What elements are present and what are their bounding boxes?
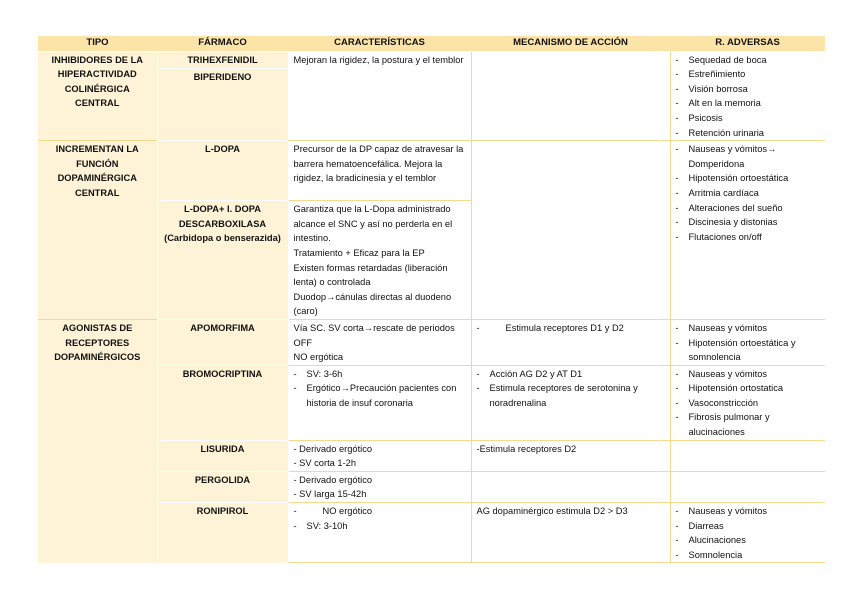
farmaco-lisurida: LISURIDA	[157, 440, 288, 471]
list-item: - Retención urinaria	[675, 127, 764, 138]
list-item: - Somnolencia	[675, 549, 743, 560]
text-line: - Derivado ergótico	[293, 443, 373, 454]
caracteristicas-cell	[288, 201, 471, 320]
caracteristicas-cell: Mejoran la rigidez, la postura y el temblor	[288, 51, 471, 141]
list-item: - Estimula receptores de serotonina y noradrenalina	[476, 383, 638, 408]
list-item: - Alucinaciones	[675, 535, 746, 546]
list-item: - SV: 3-6h	[293, 368, 343, 379]
caracteristicas-cell	[288, 503, 471, 563]
text-line: - SV larga 15-42h	[293, 489, 367, 500]
adversas-cell	[670, 471, 825, 502]
list-item: - Fibrosis pulmonar y alucinaciones	[675, 412, 770, 438]
text-line: Garantiza que la L-Dopa administrado alcance el SNC y así no perderla en el intestino.	[293, 204, 453, 244]
list-item: - Ergótico→Precaución pacientes con historia de insuf coronaria	[293, 383, 457, 408]
list-item: - Arritmia cardíaca	[675, 187, 759, 198]
list-item: - Nauseas y vómitos	[675, 506, 768, 517]
text-line: Duodop→cánulas directas al duodeno (caro)	[293, 291, 452, 317]
text-line: NO ergótica	[293, 352, 344, 363]
mecanismo-cell	[471, 471, 670, 502]
mecanismo-cell	[471, 365, 670, 440]
header-farmaco: FÁRMACO	[157, 36, 288, 51]
table-row	[38, 503, 825, 563]
table-row	[38, 365, 825, 440]
list-item: - Sequedad de boca	[675, 54, 767, 65]
farmaco-pergolida: PERGOLIDA	[157, 471, 288, 502]
caracteristicas-cell	[288, 319, 471, 365]
adversas-cell	[670, 319, 825, 365]
mecanismo-cell	[471, 141, 670, 320]
header-adversas: R. ADVERSAS	[670, 36, 825, 51]
list-item: - Estreñimiento	[675, 69, 746, 80]
list-item: - Acción AG D2 y AT D1	[476, 368, 583, 379]
adversas-cell	[670, 365, 825, 440]
caracteristicas-cell	[288, 440, 471, 471]
table-row	[38, 319, 825, 365]
tipo-inhibidores: INHIBIDORES DE LA HIPERACTIVIDAD COLINÉRGICA CENTRAL	[38, 51, 157, 141]
drug-table	[38, 36, 825, 563]
list-item: - NO ergótico	[293, 506, 373, 517]
list-item: - Hipotensión ortoestática	[675, 173, 789, 184]
list-item: - Nauseas y vómitos	[675, 322, 768, 333]
table-row	[38, 51, 825, 68]
table-row	[38, 141, 825, 201]
list-item: - Nauseas y vómitos→ Domperidona	[675, 144, 777, 169]
header-caracteristicas: CARACTERÍSTICAS	[288, 36, 471, 51]
list-item: - Flutaciones on/off	[675, 231, 762, 242]
table-row	[38, 471, 825, 502]
text-line: - Derivado ergótico	[293, 474, 373, 485]
list-item: - Alteraciones del sueño	[675, 202, 783, 213]
mecanismo-cell	[471, 319, 670, 365]
farmaco-apomorfima: APOMORFIMA	[157, 319, 288, 365]
list-item: - Hipotensión ortostatica	[675, 383, 784, 394]
adversas-cell	[670, 503, 825, 563]
table-row	[38, 440, 825, 471]
farmaco-biperideno: BIPERIDENO	[157, 68, 288, 140]
tipo-agonistas: AGONISTAS DE RECEPTORES DOPAMINÉRGICOS	[38, 319, 157, 563]
caracteristicas-cell	[288, 365, 471, 440]
farmaco-ronipirol: RONIPIROL	[157, 503, 288, 563]
header-tipo: TIPO	[38, 36, 157, 51]
list-item: - Hipotensión ortoestática y somnolencia	[675, 337, 796, 363]
adversas-cell	[670, 440, 825, 471]
list-item: - Vasoconstricción	[675, 397, 759, 408]
caracteristicas-cell	[288, 471, 471, 502]
text-line: - SV corta 1-2h	[293, 458, 357, 469]
farmaco-bromocriptina: BROMOCRIPTINA	[157, 365, 288, 440]
list-item: - Alt en la memoria	[675, 98, 761, 109]
farmaco-l-dopa-descarboxilasa: L-DOPA+ I. DOPA DESCARBOXILASA (Carbidopa o benserazida)	[157, 201, 288, 320]
text-line: Tratamiento + Eficaz para la EP	[293, 247, 425, 258]
list-item: - SV: 3-10h	[293, 520, 348, 531]
text-line: Existen formas retardadas (liberación lenta) o controlada	[293, 262, 448, 288]
list-item: - Diarreas	[675, 520, 724, 531]
list-item: - Psicosis	[675, 112, 723, 123]
list-item: - Discinesia y distonias	[675, 217, 778, 228]
list-item: - Nauseas y vómitos	[675, 368, 768, 379]
mecanismo-cell	[471, 51, 670, 141]
farmaco-l-dopa: L-DOPA	[157, 141, 288, 201]
text-line: Vía SC. SV corta→rescate de periodos OFF	[293, 322, 455, 348]
adversas-cell	[670, 141, 825, 320]
list-item: - Visión borrosa	[675, 83, 748, 94]
mecanismo-cell: AG dopaminérgico estimula D2 > D3	[471, 503, 670, 563]
list-item: - Estimula receptores D1 y D2	[476, 322, 624, 333]
tipo-incrementan: INCREMENTAN LA FUNCIÓN DOPAMINÉRGICA CENTRAL	[38, 141, 157, 320]
adversas-cell	[670, 51, 825, 141]
header-row	[38, 36, 825, 51]
caracteristicas-cell: Precursor de la DP capaz de atravesar la barrera hematoencefálica. Mejora la rigidez, la bradicinesia y el temblor	[288, 141, 471, 201]
farmaco-trihexfenidil: TRIHEXFENIDIL	[157, 51, 288, 68]
mecanismo-cell: -Estimula receptores D2	[471, 440, 670, 471]
header-mecanismo: MECANISMO DE ACCIÓN	[471, 36, 670, 51]
